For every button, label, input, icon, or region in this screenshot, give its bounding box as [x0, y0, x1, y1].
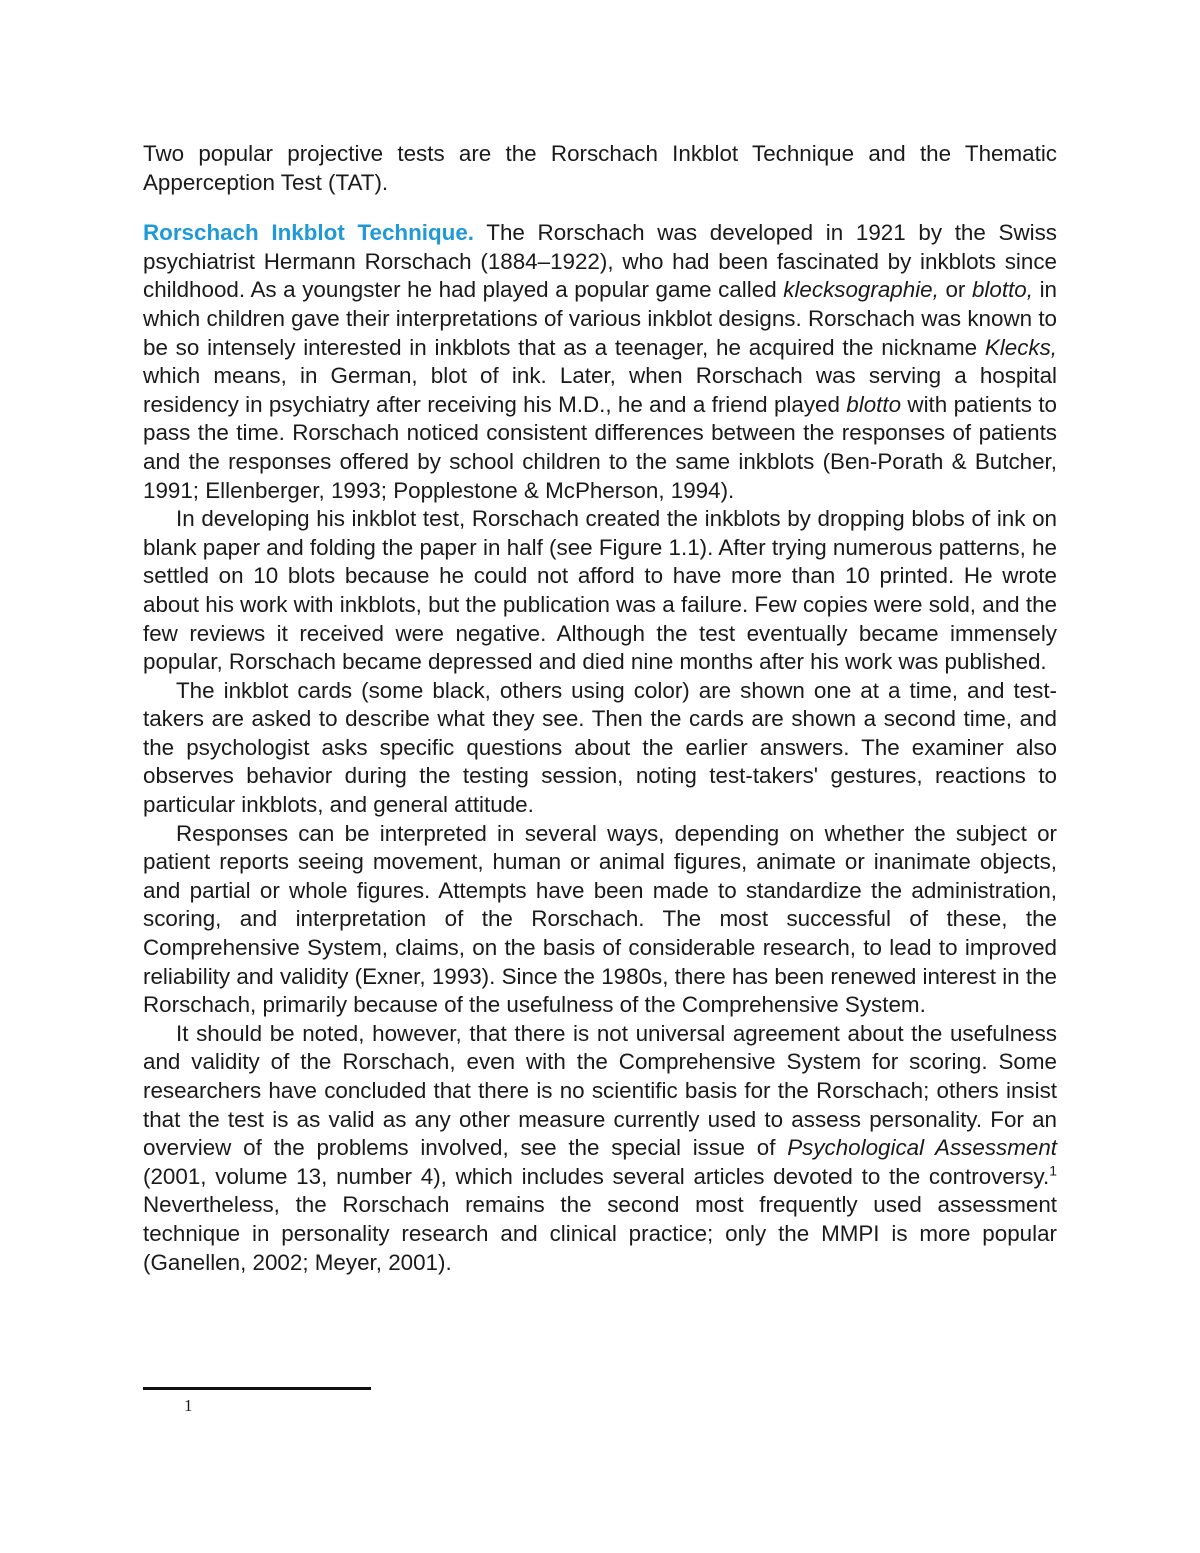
p1-text-1: The Rorschach was developed in 1921 by the Swiss psychiatrist Hermann Rorschach (1884–1922), who had been fascinated by inkblots since childhood. As a youngster he had played a popular game called: [143, 220, 1057, 303]
section-heading: Rorschach Inkblot Technique.: [143, 220, 474, 246]
p5-text-1: It should be noted, however, that there is not universal agreement about the usefulness and validity of the Rorschach, even with the Comprehensive System for scoring. Some researchers have concluded that there is no scientific basis for the Rorschach; others insist that the test is as valid as any other measure currently used to assess personality. For an overview of the problems involved, see the special issue of: [143, 1020, 1057, 1161]
p1-italic-blotto: blotto,: [971, 277, 1033, 303]
footnote-number: 1: [184, 1396, 193, 1415]
p5-text-2: (2001, volume 13, number 4), which includes several articles devoted to the controversy.: [143, 1163, 1050, 1189]
rorschach-paragraph-1: [143, 219, 1057, 505]
rorschach-paragraph-5: [143, 1020, 1057, 1277]
rorschach-paragraph-4: Responses can be interpreted in several ways, depending on whether the subject or patient reports seeing movement, human or animal figures, animate or inanimate objects, and partial or whole figures. Attempts have been made to standardize the administration, scoring, and interpretation of the Rorschach. The most successful of these, the Comprehensive System, claims, on the basis of considerable research, to lead to improved reliability and validity (Exner, 1993). Since the 1980s, there has been renewed interest in the Rorschach, primarily because of the usefulness of the Comprehensive System.: [143, 820, 1057, 1018]
p1-text-3: in which children gave their interpretations of various inkblot designs. Rorschach was known to be so intensely interested in inkblots that as a teenager, he acquired the nickname: [143, 277, 1057, 360]
document-body: [143, 140, 1057, 1277]
p1-italic-klecksographie: klecksographie,: [783, 277, 939, 303]
p1-italic-klecks: Klecks,: [984, 334, 1057, 360]
footnote-reference: 1: [1049, 1162, 1057, 1179]
intro-paragraph: Two popular projective tests are the Rorschach Inkblot Technique and the Thematic Apperception Test (TAT).: [143, 141, 1057, 195]
p1-text-4: which means, in German, blot of ink. Later, when Rorschach was serving a hospital residency in psychiatry after receiving his M.D., he and a friend played: [143, 363, 1057, 417]
rorschach-paragraph-3: The inkblot cards (some black, others using color) are shown one at a time, and test-takers are asked to describe what they see. Then the cards are shown a second time, and the psychologist asks specific questions about the earlier answers. The examiner also observes behavior during the testing session, noting test-takers' gestures, reactions to particular inkblots, and general attitude.: [143, 677, 1057, 818]
footnote-separator: [143, 1387, 371, 1390]
p1-text-2: or: [938, 277, 972, 303]
p5-text-3: Nevertheless, the Rorschach remains the second most frequently used assessment technique in personality research and clinical practice; only the MMPI is more popular (Ganellen, 2002; Meyer, 2001).: [143, 1192, 1057, 1275]
p1-text-5: with patients to pass the time. Rorschach noticed consistent differences between the responses of patients and the responses offered by school children to the same inkblots (Ben-Porath & Butcher, 1991; Ellenberger, 1993; Popplestone & McPherson, 1994).: [143, 391, 1057, 503]
p5-italic-journal: Psychological Assessment: [787, 1135, 1057, 1161]
rorschach-paragraph-2: In developing his inkblot test, Rorschach created the inkblots by dropping blobs of ink on blank paper and folding the paper in half (see Figure 1.1). After trying numerous patterns, he settled on 10 blots because he could not afford to have more than 10 printed. He wrote about his work with inkblots, but the publication was a failure. Few copies were sold, and the few reviews it received were negative. Although the test eventually became immensely popular, Rorschach became depressed and died nine months after his work was published.: [143, 506, 1057, 675]
p1-italic-blotto-2: blotto: [846, 391, 902, 417]
